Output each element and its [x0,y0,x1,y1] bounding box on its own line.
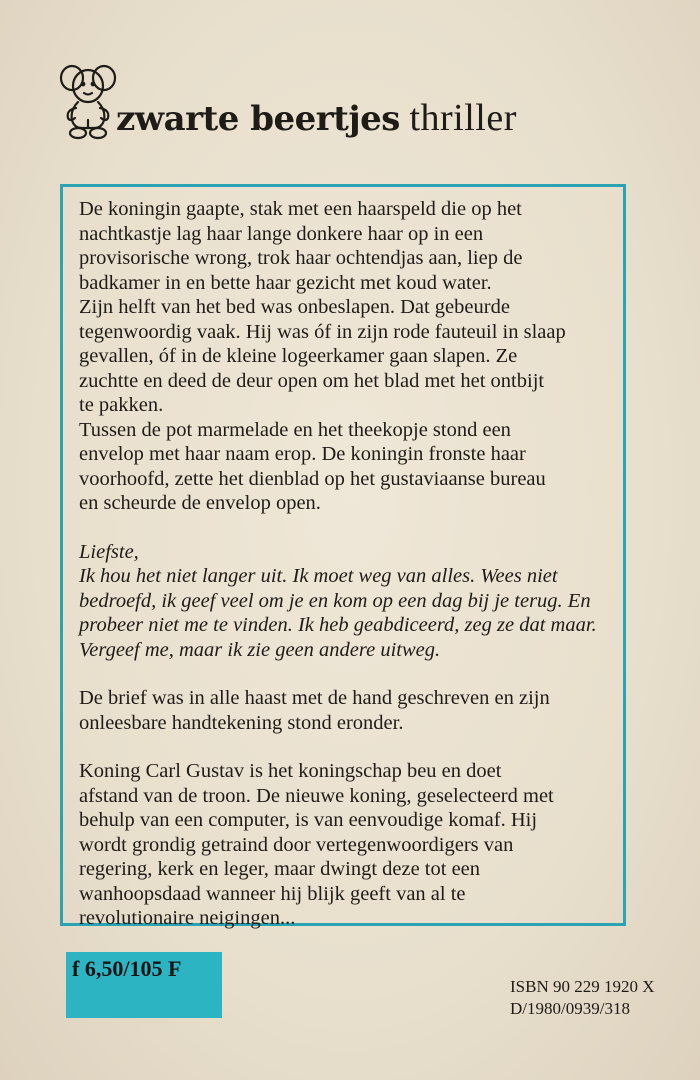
text-line: provisorische wrong, trok haar ochtendjas aan, liep de [79,247,523,269]
text-line: afstand van de troon. De nieuwe koning, geselecteerd met [79,784,554,807]
blurb-frame [60,184,626,929]
price-sticker [66,952,222,1018]
isbn-number: ISBN 90 229 1920 X [510,977,655,996]
text-line: onleesbare handtekening stond eronder. [79,711,404,734]
spacer [79,662,619,686]
text-line: te pakken. [79,394,164,416]
text-line: gevallen, óf in de kleine logeerkamer gaan slapen. Ze [79,345,518,367]
series-title [116,96,517,141]
text-line: en scheurde de envelop open. [79,492,321,514]
text-line: zuchtte en deed de deur open om het blad met het ontbijt [79,369,545,392]
isbn-block [510,976,655,1020]
blurb-text [79,197,619,931]
spacer [79,516,619,540]
depot-number: D/1980/0939/318 [510,999,630,1018]
text-line: regering, kerk en leger, maar dwingt deze tot een [79,858,481,880]
paragraph-3 [79,418,619,516]
text-line: Koning Carl Gustav is het koningschap beu en doet [79,760,502,782]
series-title-bold: zwarte beertjes [116,99,400,139]
paragraph-2 [79,295,619,418]
text-line: nachtkastje lag haar lange donkere haar op in een [79,222,484,245]
text-line: envelop met haar naam erop. De koningin fronste haar [79,443,526,465]
text-line: voorhoofd, zette het dienblad op het gustaviaanse bureau [79,467,546,490]
spacer [79,735,619,759]
text-line: Liefste, [79,540,139,563]
text-line: De brief was in alle haast met de hand geschreven en zijn [79,687,550,709]
text-line: bedroefd, ik geef veel om je en kom op een dag bij je terug. En [79,589,591,612]
text-line: Tussen de pot marmelade en het theekopje stond een [79,418,511,441]
text-line: tegenwoordig vaak. Hij was óf in zijn rode fauteuil in slaap [79,320,566,343]
paragraph-5 [79,759,619,931]
price-label: f 6,50/105 F [72,956,182,981]
text-line: revolutionaire neigingen... [79,907,296,929]
text-line: wanhoopsdaad wanneer hij blijk geeft van al te [79,882,466,905]
text-line: Zijn helft van het bed was onbeslapen. Dat gebeurde [79,296,510,318]
bear-logo-icon [58,62,118,142]
paragraph-4 [79,686,619,735]
text-line: Vergeef me, maar ik zie geen andere uitweg. [79,638,441,661]
text-line: Ik hou het niet langer uit. Ik moet weg van alles. Wees niet [79,565,558,587]
text-line: badkamer in en bette haar gezicht met koud water. [79,271,492,294]
text-line: wordt grondig getraind door vertegenwoordigers van [79,833,514,856]
paragraph-1 [79,197,619,295]
text-line: probeer niet me te vinden. Ik heb geabdiceerd, zeg ze dat maar. [79,614,597,636]
series-title-light: thriller [409,97,517,139]
text-line: De koningin gaapte, stak met een haarspeld die op het [79,198,522,220]
letter-quote [79,540,619,663]
text-line: behulp van een computer, is van eenvoudige komaf. Hij [79,809,538,831]
